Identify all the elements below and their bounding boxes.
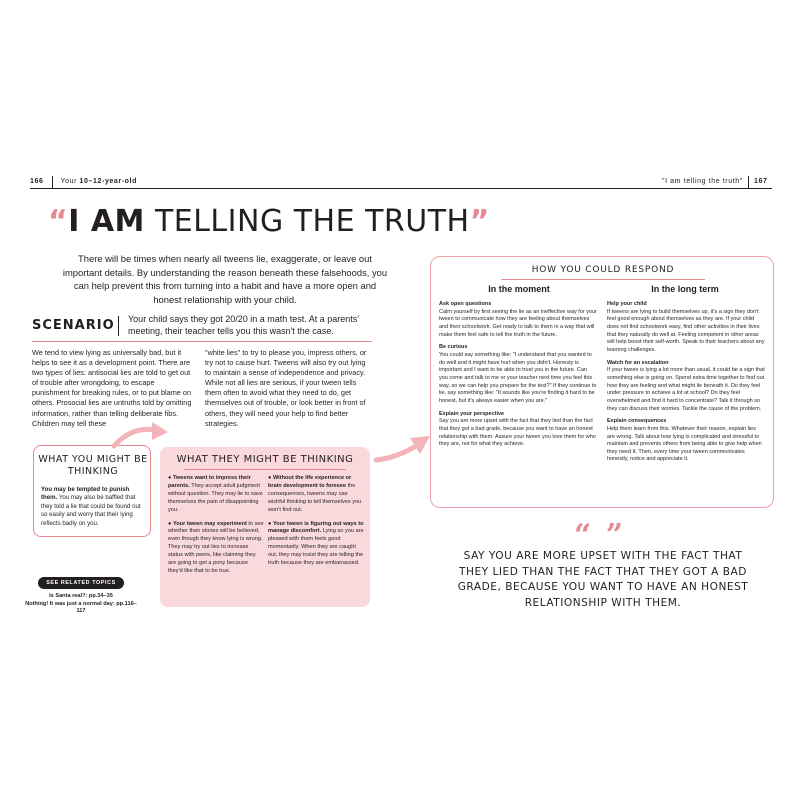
child-thinking-item: ● Tweens want to impress their parents. They accept adult judgment without question. They may lie to save themselves the pain of disappointing you. [168, 475, 263, 513]
respond-item-heading: Ask open questions [439, 301, 492, 307]
child-thinking-item: ● Your tween may experiment to see whether their stories will be believed, even though they know lying is wrong. They may try out lies to increase status with peers, like claiming they are going to get a pony because they'd like that to be true. [168, 520, 264, 574]
left-page-number: 166 [30, 178, 44, 185]
related-link[interactable]: Is Santa real?: pp.34–35 [49, 593, 113, 599]
respond-item-text: If your tween is lying a lot more than usual, it could be a sign that something else is going on. Spend extra time together to find out how they are feeling and what might lie beneath it. Do they feel under pressure to achieve a lot at school? Do they feel overwhelmed and find it hard to concentrate? Talk it through so they can discuss their worries. Tackle the cause of the problem. [607, 367, 765, 412]
respond-col1-heading: In the moment [488, 284, 550, 294]
child-thinking-right-column [268, 475, 364, 574]
respond-item-text: Help them learn from this. Whatever their reason, explain lies are wrong. Talk about how lying is complicated and stressful to maintain and prevents others from being able to give help when they need it. Then, every time your tween communicates honestly, notice and appreciate it. [607, 425, 762, 463]
respond-col2-heading: In the long term [651, 284, 719, 294]
related-link[interactable]: Nothing! It was just a normal day: pp.116–117 [25, 600, 137, 615]
respond-item [439, 411, 597, 449]
respond-item-heading: Explain your perspective [439, 410, 505, 417]
title-open-quote: “ [48, 204, 69, 239]
respond-item-heading: Help your child [607, 301, 647, 307]
related-links [22, 593, 140, 616]
right-folio-divider [748, 176, 749, 188]
left-header-rule [30, 188, 400, 189]
scenario-divider [118, 316, 119, 336]
parent-thinking-text [41, 486, 147, 528]
child-thinking-item: ● Your tween is figuring out ways to manage discomfort. Lying so you are pleased with them feels good momentarily. When they are caught out, they may insist they are telling the truth because they are embarrassed. [268, 520, 364, 567]
curved-arrow-icon [110, 420, 170, 450]
child-thinking-item-text: Lying so you are pleased with them feels good momentarily. When they are caught out, they may insist they are telling the truth because they are embarrassed. [268, 528, 364, 567]
left-section-prefix: Your [60, 178, 77, 185]
child-thinking-item-bold: Your tween is figuring out ways to manage discomfort. [268, 520, 364, 535]
respond-item [607, 301, 765, 355]
child-thinking-left-column [168, 475, 264, 582]
respond-title-rule [501, 279, 705, 280]
right-running-title: "I am telling the truth" [662, 178, 743, 185]
respond-column-2 [607, 301, 765, 469]
parent-thinking-title: WHAT YOU MIGHT BE THINKING [38, 454, 148, 477]
respond-item-heading: Be curious [439, 344, 468, 351]
respond-title: HOW YOU COULD RESPOND [531, 265, 675, 275]
pull-quote: SAY YOU ARE MORE UPSET WITH THE FACT THAT THEY LIED THAN THE FACT THAT THEY GOT A BAD GRADE, BECAUSE YOU WANT TO HAVE AN HONEST RELATIONSHIP WITH THEM. [457, 550, 749, 609]
child-thinking-item-text: the consequences, tweens may use wishful thinking to tell themselves you won't find out. [268, 482, 362, 513]
left-section-title: 10–12-year-old [79, 178, 137, 185]
respond-item-heading: Watch for an escalation [607, 359, 669, 366]
related-topics [22, 577, 140, 616]
respond-item-text: Calm yourself by first seeing the lie as an ineffective way for your tween to communicate how they are feeling about themselves and their schoolwork. Get ready to talk to them in a way that will make them feel safe to tell the truth in the future. [439, 308, 597, 338]
parent-thinking-bold: You may be tempted to punish them. [41, 486, 130, 502]
scenario-bar [32, 314, 372, 342]
title-part-2: AM [90, 204, 145, 239]
child-thinking-item-text: They accept adult judgment without question. They may lie to save themselves the pain of disappointing you. [168, 482, 263, 513]
what-they-might-be-thinking-box [160, 447, 370, 607]
child-thinking-item-bold: Your tween may experiment [172, 520, 247, 527]
respond-column-1 [439, 301, 597, 454]
left-folio-divider [52, 176, 53, 188]
child-thinking-item-text: to see whether their stories will be believed, even though they know lying is wrong. They may try out lies to increase status with peers, like claiming they are going to get a pony because they'd like that to be true. [168, 520, 264, 574]
body-column-2: "white lies" to try to please you, impress others, or try not to cause hurt. Tweens will also try out lying to maintain a sense of independence and privacy. While not all lies are serious, if your tween tells them often to avoid what they need to do, get themselves out of trouble, or look better in front of others, they will need your help to find better strategies. [205, 348, 367, 428]
curved-arrow-icon [372, 428, 432, 468]
parent-thinking-rest: You may also be baffled that they told a lie that could be found out so easily and worry that their lying reflects badly on you. [41, 494, 141, 527]
respond-item [607, 418, 765, 464]
title-part-3: TELLING THE TRUTH [144, 204, 470, 239]
child-thinking-title-rule [184, 469, 346, 470]
respond-item [439, 301, 597, 339]
how-you-could-respond-box [430, 256, 774, 508]
right-header-rule [400, 188, 772, 189]
title-part-1: I [68, 204, 91, 239]
body-column-1: We tend to view lying as universally bad, but it helps to see it as a development point. There are two types of lies: antisocial lies are told to get out of trouble after wrongdoing, to escape punishment for breaking rules, or to put blame on others. Prosocial lies are untruths told by omitting information, rather than telling deliberate fibs. Children may tell these [32, 348, 192, 428]
scenario-text: Your child says they got 20/20 in a math test. At a parents' meeting, their teacher tells you this wasn't the case. [128, 314, 360, 336]
see-related-topics-button[interactable]: SEE RELATED TOPICS [38, 577, 124, 589]
title-close-quote: ” [469, 204, 490, 239]
page-title [48, 204, 490, 239]
respond-item [439, 344, 597, 405]
child-thinking-item-bold: Tweens want to impress their parents. [168, 475, 251, 489]
respond-item-text: You could say something like: "I understand that you wanted to do well and it might have hurt when you didn't. Honesty is important and I want to be able to trust you in the future. Can you come and talk to me or your teacher next time you feel this way, so we can help you prepare for the test?" If they continue to lie, say something like: "It sounds like you're finding it hard to be honest, but it's always easier when you are." [439, 351, 597, 404]
respond-item-text: If tweens are lying to build themselves up, it's a sign they don't feel good enough about themselves as they are. If your child does not find schoolwork easy, find other activities in their lives that they naturally do well at. Feeling competent in other areas will help boost their self-worth. Speak to their teachers about any learning challenges. [607, 308, 765, 353]
scenario-label: SCENARIO [32, 318, 115, 333]
right-folio [754, 178, 767, 185]
intro-paragraph: There will be times when nearly all tweens lie, exaggerate, or leave out important details. By understanding the reason beneath these falsehoods, you can help prevent this from turning into a habit and have a more open and honest relationship with your child. [62, 253, 388, 305]
child-thinking-item: ● Without the life experience or brain development to foresee the consequences, tweens may use wishful thinking to tell themselves you won't find out. [268, 475, 362, 513]
right-page-number: 167 [754, 178, 768, 185]
respond-item [607, 360, 765, 414]
what-you-might-be-thinking-box [33, 445, 151, 537]
child-thinking-item-bold: Without the life experience or brain development to foresee [268, 475, 352, 489]
respond-item-text: Say you are more upset with the fact that they lied than the fact that they got a bad grade, because you want to have an honest relationship with them. Assure your tween you love them for who they are, not for what they achieve. [439, 418, 596, 448]
child-thinking-title: WHAT THEY MIGHT BE THINKING [176, 454, 354, 465]
quote-marks-icon: “ ” [574, 518, 625, 553]
left-folio [30, 178, 137, 185]
respond-item-heading: Explain consequences [607, 418, 667, 425]
